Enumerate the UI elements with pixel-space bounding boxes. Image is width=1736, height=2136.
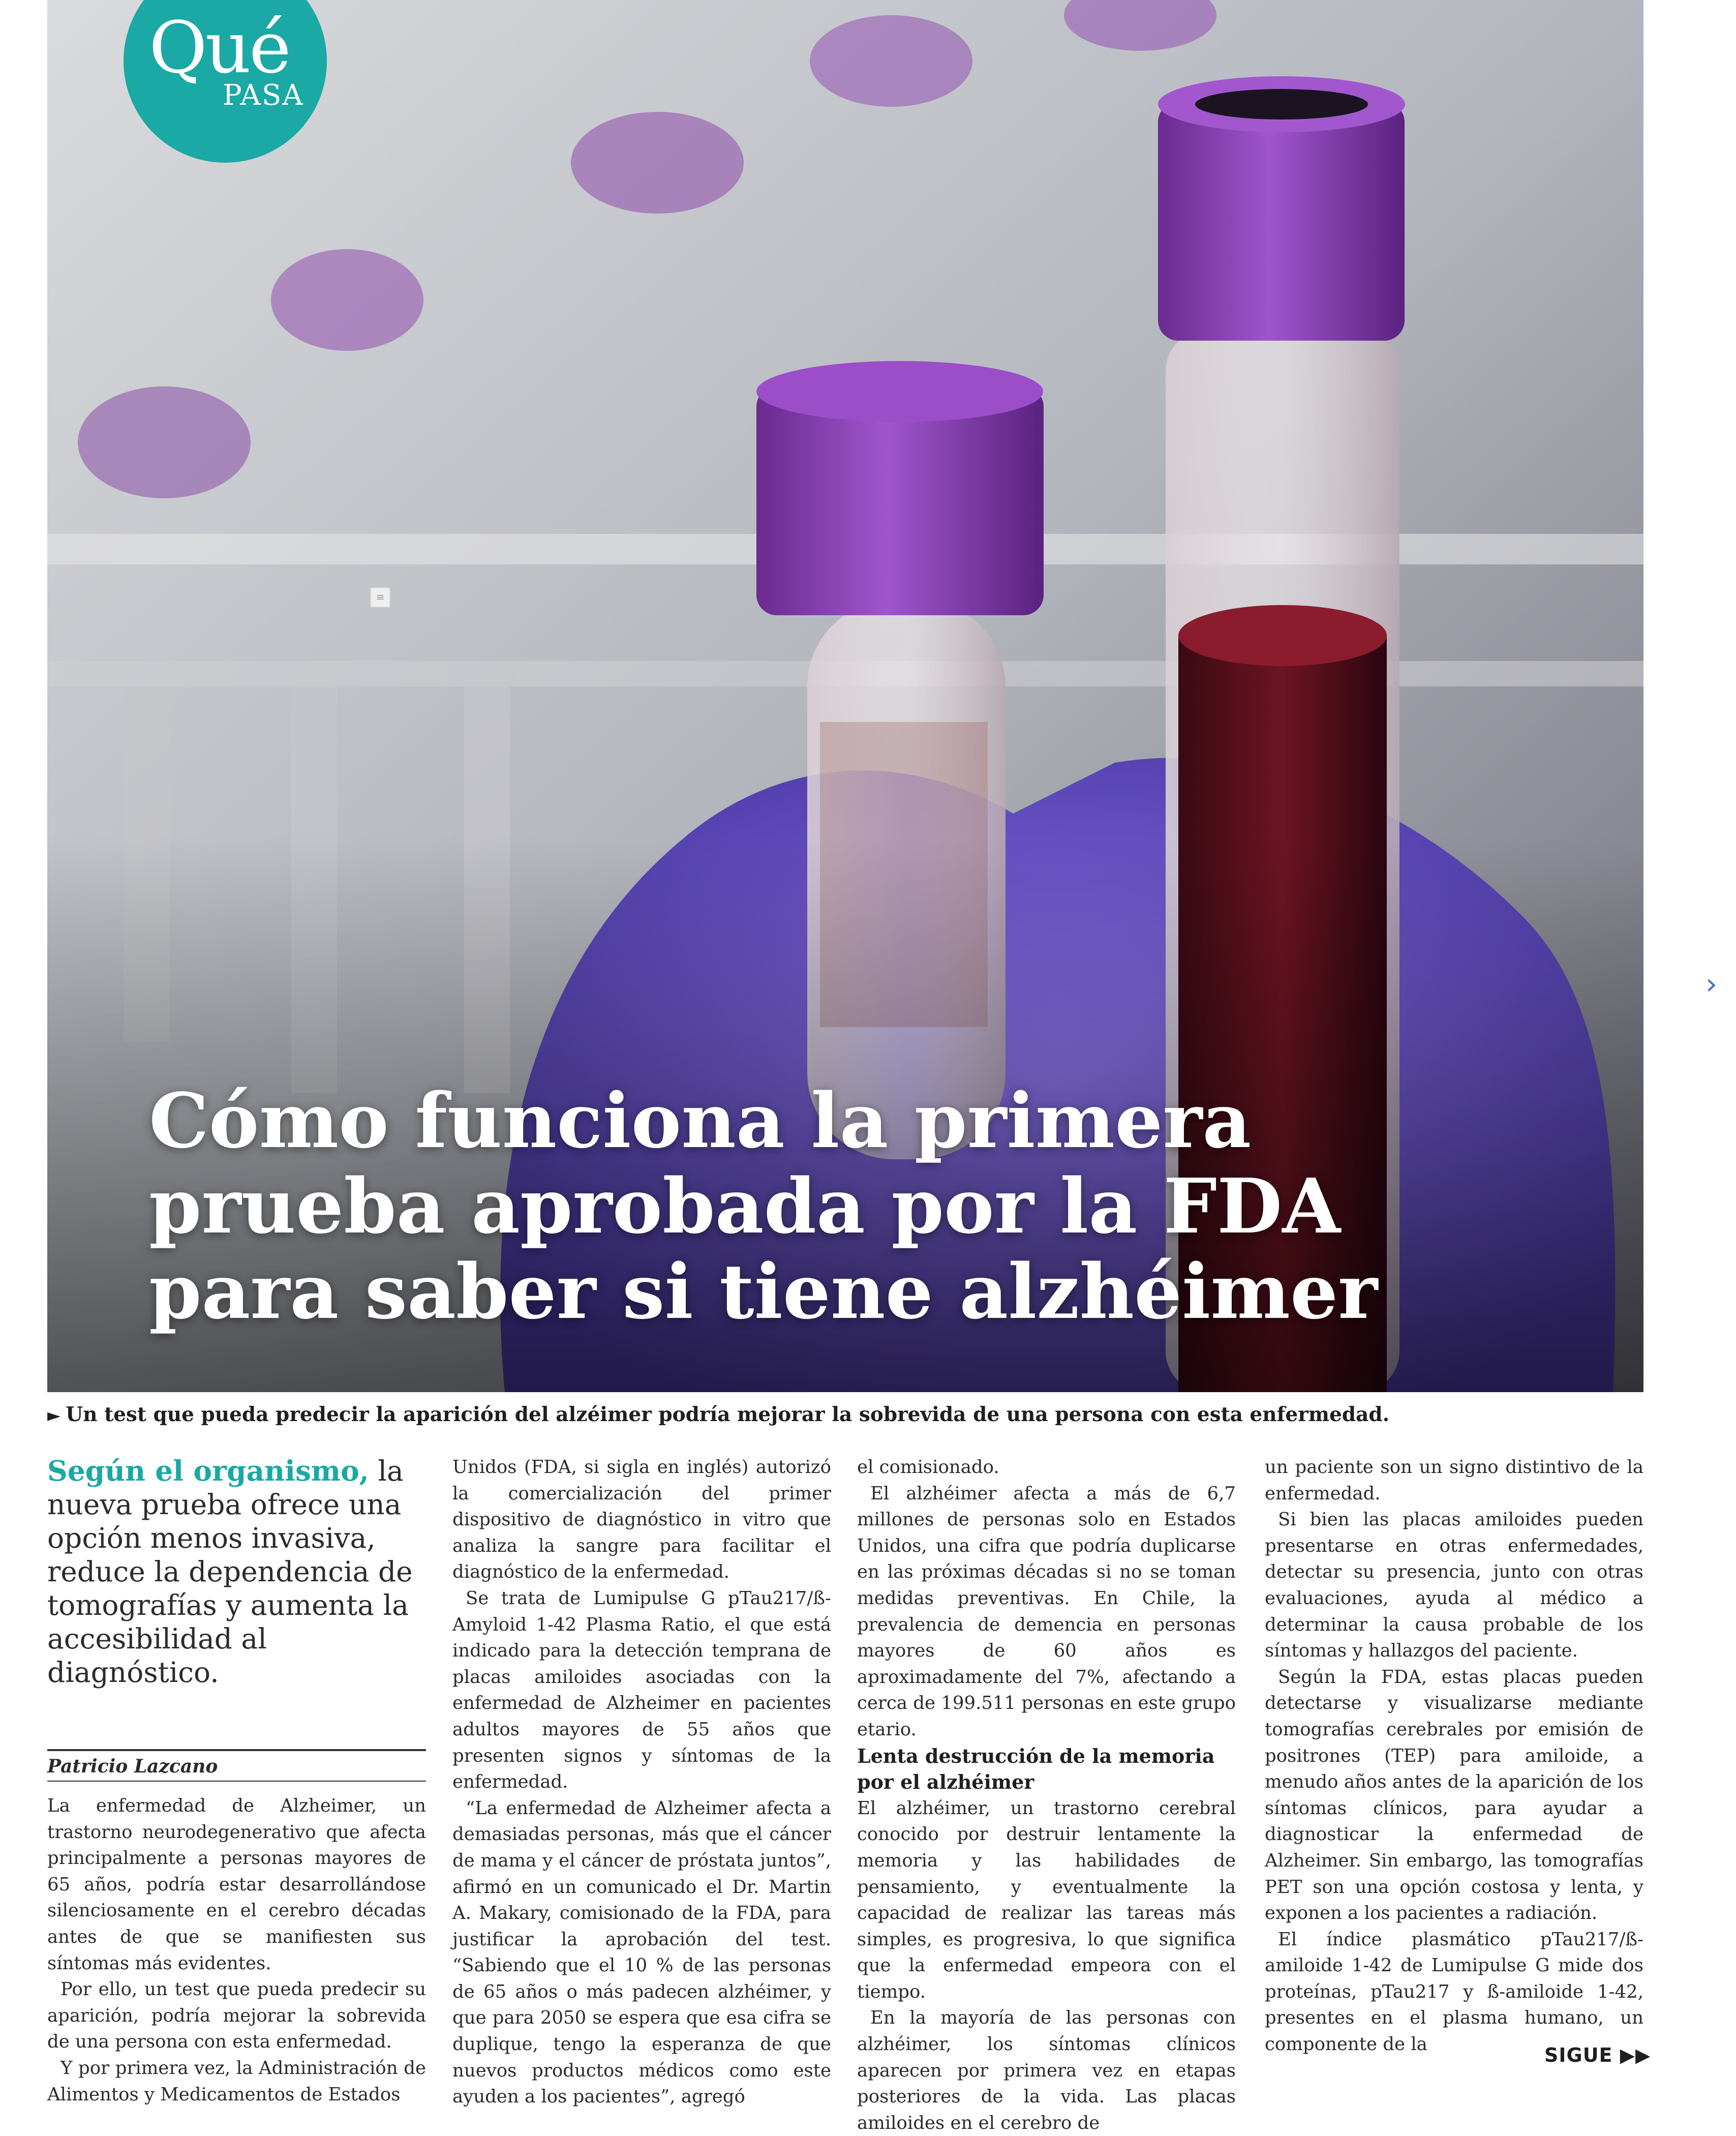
paragraph: El índice plasmático pTau217/ß-amiloide 1-42 de Lumipulse G mide dos proteínas, pTau217 y ß-amiloide 1-42, presentes en el plasma humano, un componente de la	[1265, 1929, 1643, 2055]
logo-que: Qué	[149, 7, 289, 89]
paragraph: El alzhéimer afecta a más de 6,7 millones de personas solo en Estados Unidos, una cifra que podría duplicarse en las próximas décadas si no se toman medidas preventivas. En Chile, la prevalencia de demencia en personas mayores de 60 años es aproximadamente del 7%, afectando a cerca de 199.511 personas en este grupo etario.	[857, 1483, 1236, 1740]
lead-paragraph	[47, 1454, 426, 1689]
paragraph: Según la FDA, estas placas pueden detectarse y visualizarse mediante tomografías cerebrales por emisión de positrones (TEP) para amiloide, a menudo años antes de la aparición de los síntomas clínicos, para ayudar a diagnosticar la enfermedad de Alzheimer. Sin embargo, las tomografías PET son una opción costosa y lenta, y exponen a los pacientes a radiación.	[1265, 1666, 1643, 1924]
paragraph: Si bien las placas amiloides pueden presentarse en otras enfermedades, detectar su presencia, junto con otras evaluaciones, ayuda al médico a determinar la causa probable de los síntomas y hallazgos del paciente.	[1265, 1509, 1643, 1662]
lead-highlight: Según el organismo,	[47, 1454, 369, 1487]
continue-link[interactable]: SIGUE ▶▶	[1544, 2044, 1651, 2066]
column-3	[857, 1454, 1236, 2136]
byline: Patricio Lazcano	[47, 1749, 426, 1782]
paragraph: La enfermedad de Alzheimer, un trastorno neurodegenerativo que afecta principalmente a personas mayores de 65 años, podría estar desarrollándose silenciosamente en el cerebro décadas antes de que se manifiesten sus síntomas más evidentes.	[47, 1795, 426, 1974]
paragraph: Por ello, un test que pueda predecir su aparición, podría mejorar la sobrevida de una persona con esta enfermedad.	[47, 1979, 426, 2053]
lead-text: la nueva prueba ofrece una opción menos invasiva, reduce la dependencia de tomografías y aumenta la accesibilidad al diagnóstico.	[47, 1455, 413, 1689]
caption-marker-icon: ►	[47, 1405, 61, 1426]
paragraph: el comisionado.	[857, 1457, 999, 1478]
paragraph: El alzhéimer, un trastorno cerebral conocido por destruir lentamente la memoria y las habilidades de pensamiento, y eventualmente la capacidad de realizar las tareas más simples, es progresiva, lo que significa que la enfermedad empeora con el tiempo.	[857, 1797, 1236, 2002]
paragraph: un paciente son un signo distintivo de la enfermedad.	[1265, 1457, 1643, 1504]
comment-marker-icon[interactable]: ≡	[370, 587, 390, 608]
paragraph: Y por primera vez, la Administración de Alimentos y Medicamentos de Estados	[47, 2057, 426, 2105]
hero-photo	[47, 0, 1643, 1392]
photo-caption	[47, 1402, 1643, 1428]
paragraph: “La enfermedad de Alzheimer afecta a demasiadas personas, más que el cáncer de mama y el cáncer de próstata juntos”, afirmó en un comunicado el Dr. Martin A. Makary, comisionado de la FDA, para justificar la aprobación del test. “Sabiendo que el 10 % de las personas de 65 años o más padecen alzhéimer, y que para 2050 se espera que esa cifra se duplique, tengo la esperanza de que nuevos productos médicos como este ayuden a los pacientes”, agregó	[452, 1797, 831, 2108]
column-2	[452, 1454, 831, 2110]
paragraph: Unidos (FDA, si sigla en inglés) autorizó la comercialización del primer dispositivo de diagnóstico in vitro que analiza la sangre para facilitar el diagnóstico de la enfermedad.	[452, 1457, 831, 1583]
section-subhead: Lenta destrucción de la memoria por el alzhéimer	[857, 1744, 1215, 1794]
column-4	[1265, 1454, 1643, 2058]
headline: Cómo funciona la primera prueba aprobada por la FDA para saber si tiene alzhéimer	[149, 1076, 1378, 1336]
logo-pasa: PASA	[223, 79, 304, 112]
next-page-arrow-icon[interactable]: ›	[1705, 967, 1718, 1001]
paragraph: Se trata de Lumipulse G pTau217/ß-Amyloid 1-42 Plasma Ratio, el que está indicado para la detección temprana de placas amiloides asociadas con la enfermedad de Alzheimer en pacientes adultos mayores de 55 años que presenten signos y síntomas de la enfermedad.	[452, 1587, 831, 1793]
caption-text: Un test que pueda predecir la aparición del alzéimer podría mejorar la sobrevida de una persona con esta enfermedad.	[66, 1403, 1390, 1426]
paragraph: En la mayoría de las personas con alzhéimer, los síntomas clínicos aparecen por primera vez en etapas posteriores de la vida. Las placas amiloides en el cerebro de	[857, 2007, 1236, 2133]
column-1	[47, 1454, 426, 2108]
